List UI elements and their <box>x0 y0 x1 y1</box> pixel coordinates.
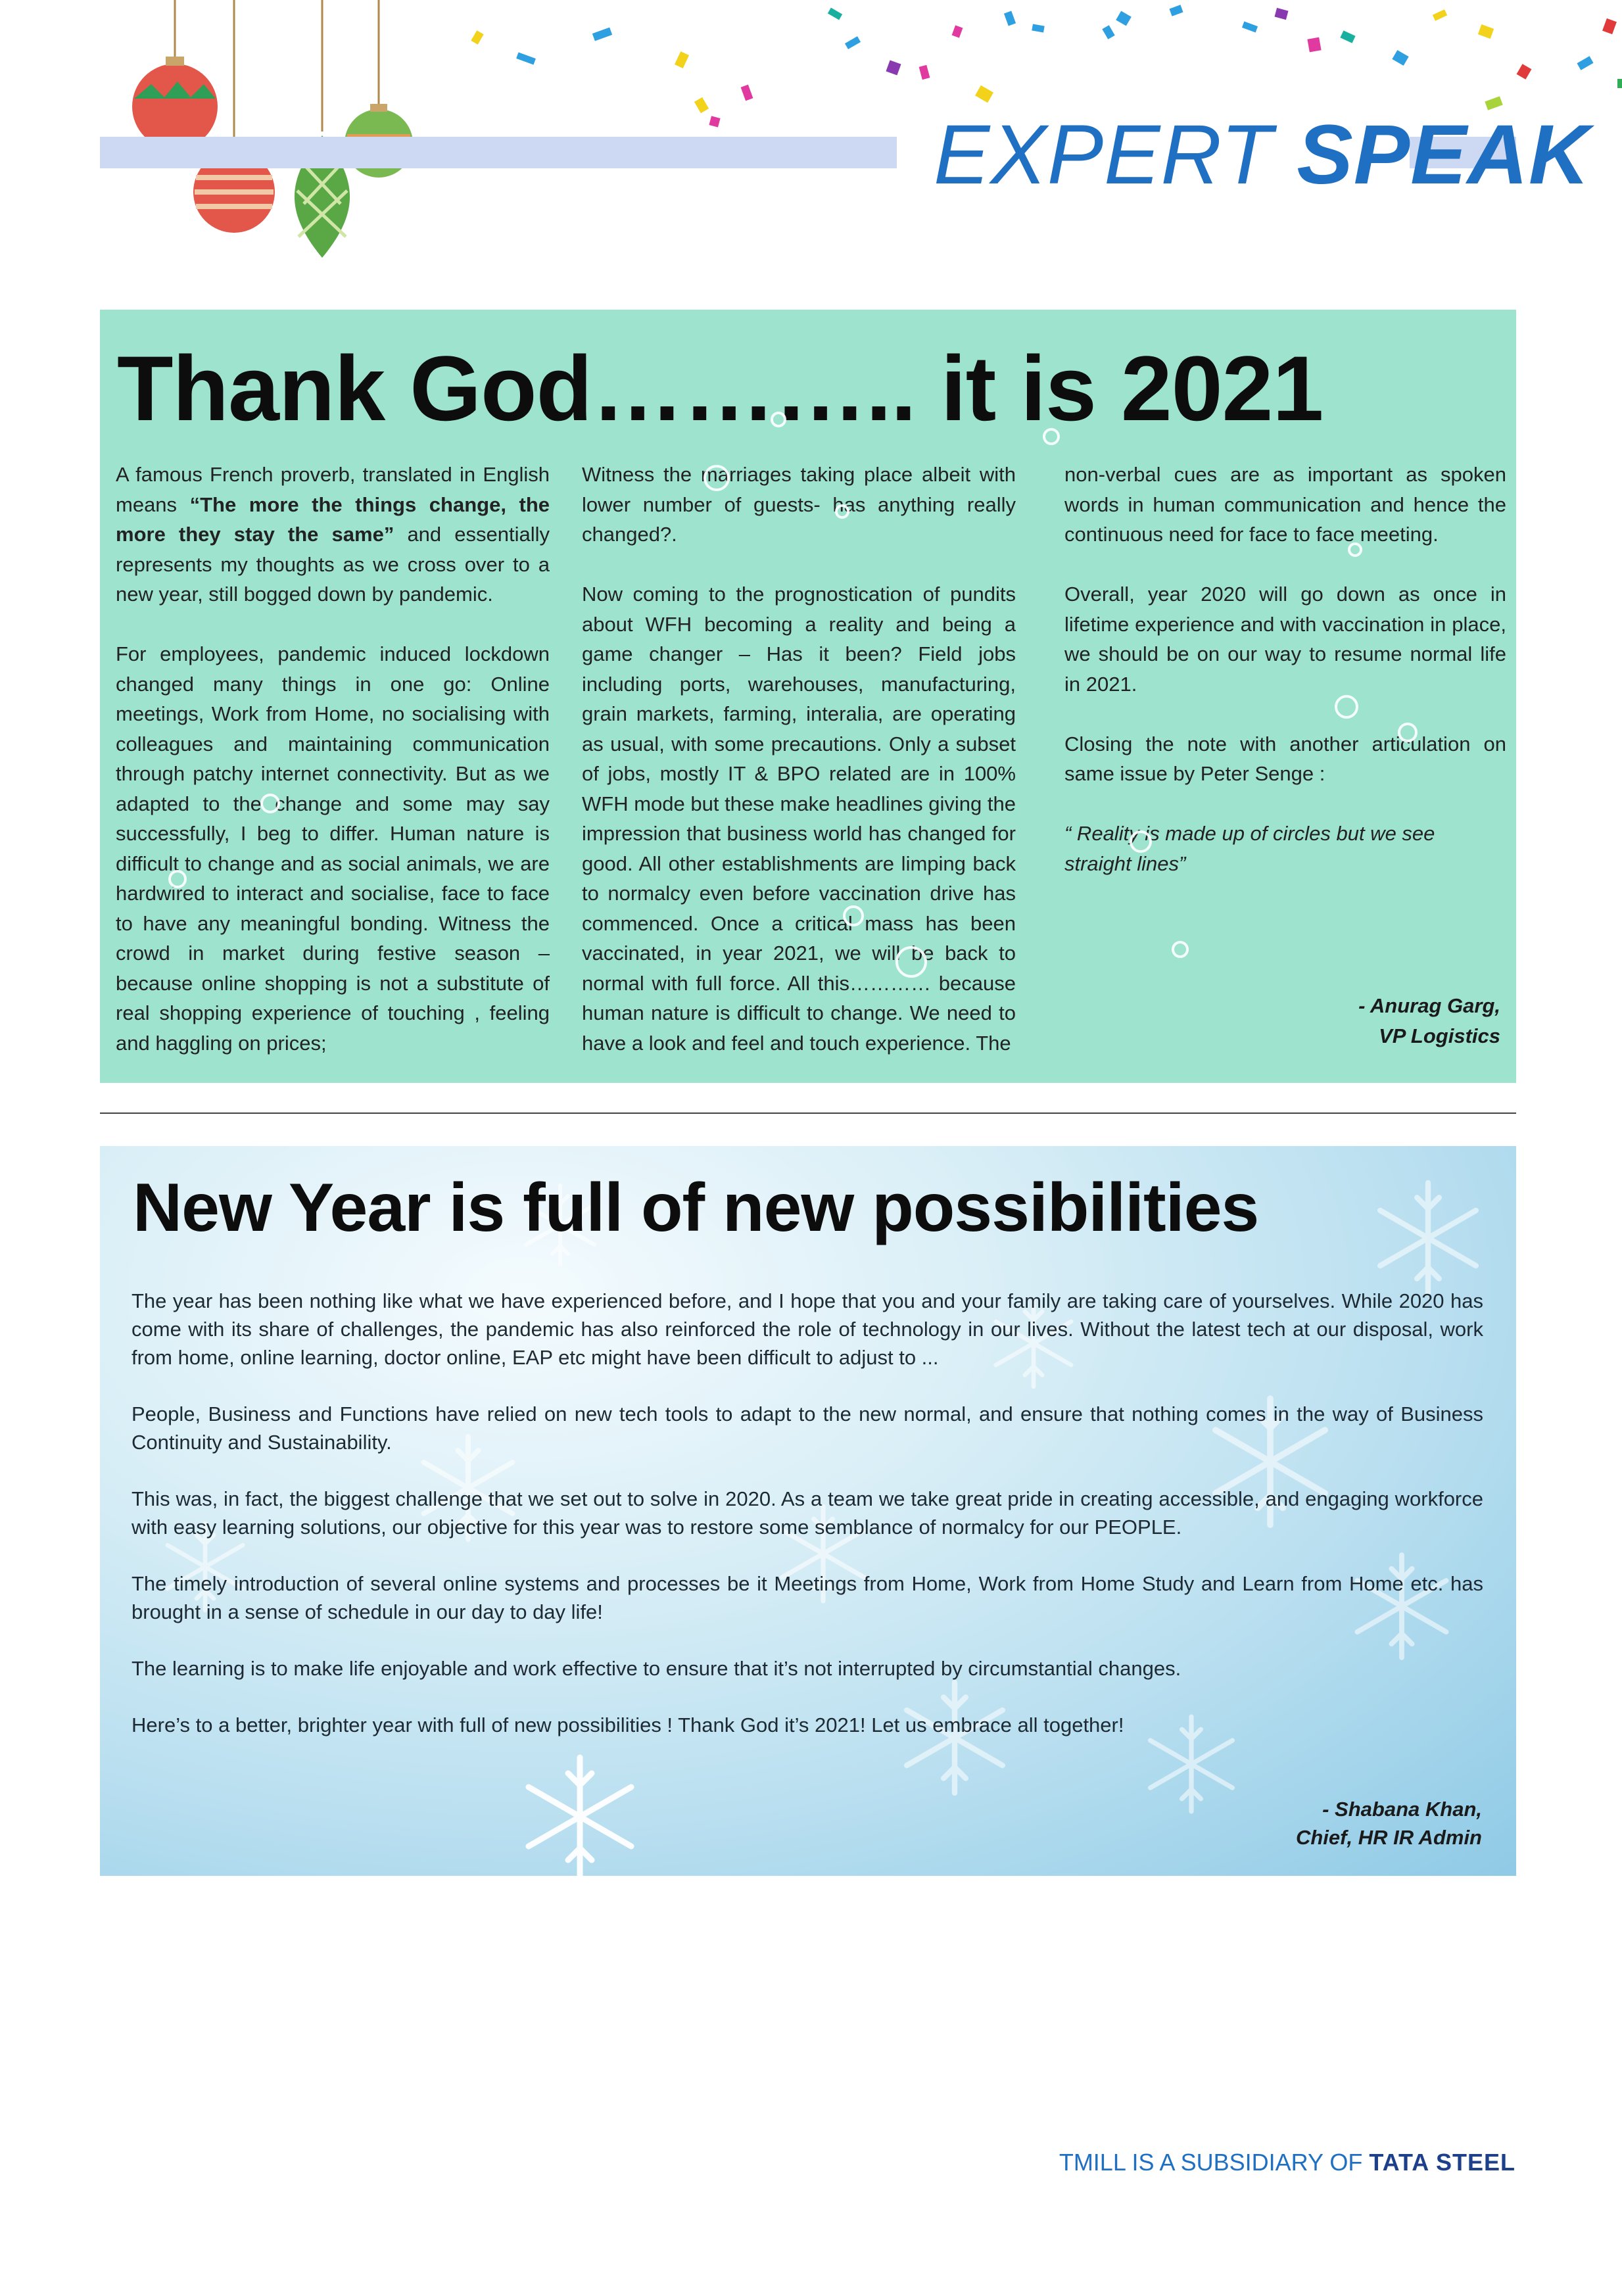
tata-steel-logo-text: TATA STEEL <box>1369 2149 1515 2176</box>
section-title-expert: EXPERT <box>934 108 1273 202</box>
bubble-icon <box>843 905 864 926</box>
bubble-icon <box>1172 941 1189 958</box>
bubble-icon <box>1043 428 1060 445</box>
article2-para: The timely introduction of several online systems and processes be it Meetings from Home, Work from Home Study and Learn from Home etc. has brought in a sense of schedule in our day to day life! <box>131 1572 1483 1623</box>
article1-col2-para1: Witness the marriages taking place albeit with lower number of guests- has anything really changed?. <box>582 463 1016 546</box>
article1-col2-para2: Now coming to the prognostication of pundits about WFH becoming a reality and being a game changer – Has it been? Field jobs including ports, warehouses, manufacturing, grain markets, farming, interalia, are operating as usual, with some precautions. Only a subset of jobs, mostly IT & BPO related are in 100% WFH mode but these make headlines giving the impression that business world has changed for good. All other establishments are limping back to normalcy even before vaccination drive has commenced. Once a critical mass has been vaccinated, in year 2021, we will be back to normal with full force. All this………… because human nature is difficult to change. We need to have a look and feel and touch experience. The <box>582 583 1016 1055</box>
article2-para: This was, in fact, the biggest challenge that we set out to solve in 2020. As a team we take great pride in creating accessible, and engaging workforce with easy learning solutions, our objective for this year was to restore some semblance of normalcy for our PEOPLE. <box>131 1487 1483 1539</box>
article2-author-role: Chief, HR IR Admin <box>1295 1826 1482 1849</box>
article1-col1-para1-text-end: and essentially represents my thoughts as we cross over to a new year, still bogged down by pandemic. <box>116 523 550 606</box>
section-title <box>934 108 1590 202</box>
article1-col1-para1-text: A famous French proverb, translated in English means <box>116 463 550 516</box>
bubble-icon <box>704 465 730 491</box>
article1-col3-para1: non-verbal cues are as important as spoken words in human communication and hence the continuous need for face to face meeting. <box>1064 463 1506 546</box>
article1-col3-para2: Overall, year 2020 will go down as once in lifetime experience and with vaccination in place, we should be on our way to resume normal life in 2021. <box>1064 583 1506 696</box>
article1-signature <box>1358 991 1500 1051</box>
bubble-icon <box>1348 542 1362 557</box>
peter-senge-quote: “ Reality is made up of circles but we see straight lines” <box>1064 822 1435 875</box>
bubble-icon <box>771 412 786 427</box>
bubble-icon <box>1335 695 1358 719</box>
article1-col1-para2: For employees, pandemic induced lockdown changed many things in one go: Online meetings, Work from Home, no socialising with colleagues and maintaining communication through patchy internet connectivity. But as we adapted to the change and some may say successfully, I beg to differ. Human nature is difficult to change and as social animals, we are hardwired to interact and socialise, face to face to have any meaningful bonding. Witness the crowd in market during festive season – because online shopping is not a substitute of real shopping experience of touching , feeling and haggling on prices; <box>116 642 550 1055</box>
bubble-icon <box>260 794 280 813</box>
section-divider <box>100 1112 1516 1114</box>
bubble-icon <box>168 870 187 888</box>
article1-author-role: VP Logistics <box>1379 1024 1500 1047</box>
article-new-year <box>100 1146 1516 1876</box>
bubble-icon <box>895 946 927 978</box>
article2-para: People, Business and Functions have relied on new tech tools to adapt to the new normal, and ensure that nothing comes in the way of Business Continuity and Sustainability. <box>131 1402 1483 1454</box>
article1-col1-para1 <box>116 460 550 610</box>
article2-title: New Year is full of new possibilities <box>133 1170 1259 1246</box>
footer-text: TMILL IS A SUBSIDIARY OF <box>1059 2149 1363 2176</box>
footer-subsidiary-note <box>1059 2149 1515 2176</box>
article1-column-2 <box>582 460 1016 1088</box>
bubble-icon <box>1398 723 1418 742</box>
article2-author-name: - Shabana Khan, <box>1322 1798 1482 1821</box>
article2-para: Here’s to a better, brighter year with full of new possibilities ! Thank God it’s 2021! Let us embrace all together! <box>131 1713 1124 1736</box>
article1-column-1 <box>116 460 550 1088</box>
christmas-ornaments-icon <box>125 0 441 270</box>
article2-para: The year has been nothing like what we have experienced before, and I hope that you and your family are taking care of yourselves. While 2020 has come with its share of challenges, the pandemic has also reinforced the role of technology in our lives. Without the latest tech at our disposal, work from home, online learning, doctor online, EAP etc might have been difficult to adjust to ... <box>131 1289 1483 1369</box>
article1-col3-para3: Closing the note with another articulation on same issue by Peter Senge : <box>1064 732 1506 785</box>
article2-signature <box>1296 1795 1482 1852</box>
article-thank-god <box>100 310 1516 1083</box>
header-accent-bar-left <box>100 137 897 168</box>
section-title-speak: SPEAK <box>1297 108 1590 202</box>
article2-para: The learning is to make life enjoyable and work effective to ensure that it’s not interrupted by circumstantial changes. <box>131 1657 1181 1680</box>
article1-proverb-quote: “The more the things change, the more they stay the same” <box>116 492 550 546</box>
bubble-icon <box>1130 830 1152 853</box>
bubble-icon <box>835 504 849 519</box>
article1-author-name: - Anurag Garg, <box>1358 994 1500 1017</box>
article1-title: Thank God……….. it is 2021 <box>117 337 1324 440</box>
article2-body <box>131 1287 1483 1767</box>
